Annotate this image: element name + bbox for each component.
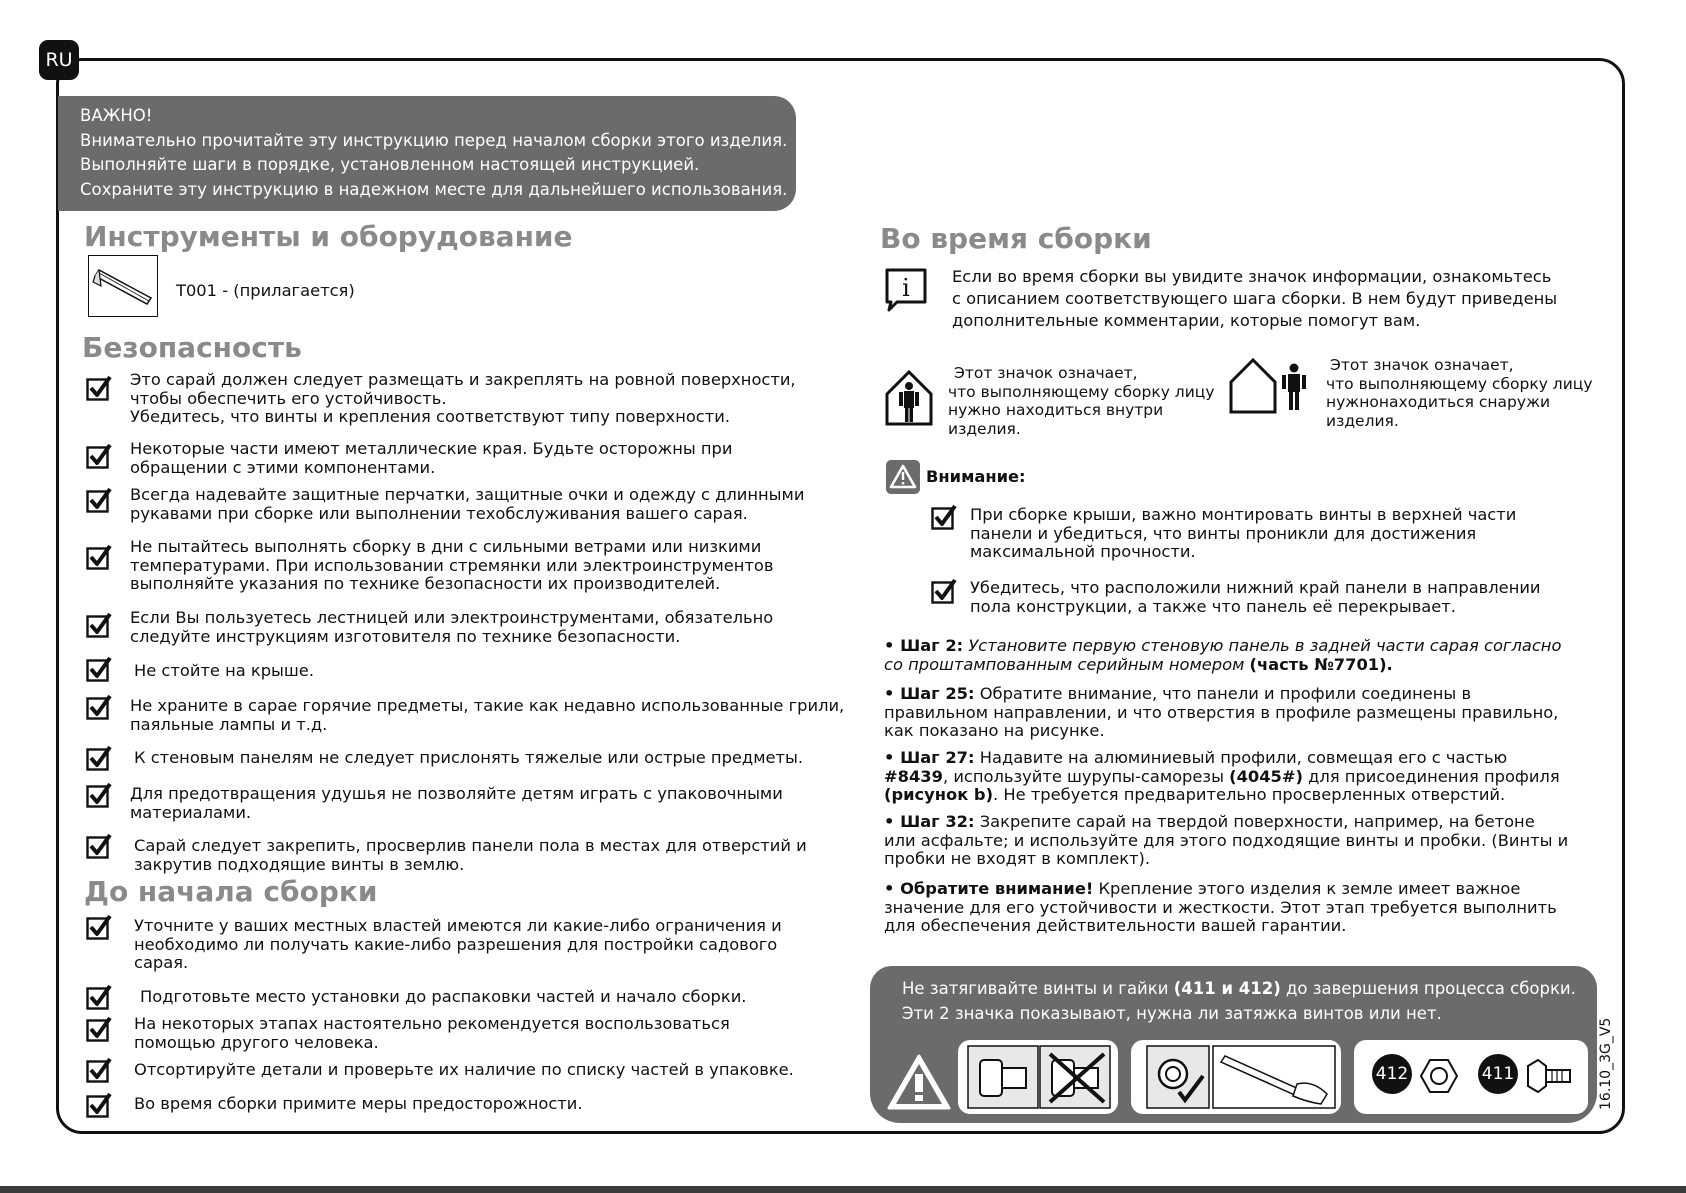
checkbox-icon (86, 544, 112, 570)
tighten-with-key-icons (1131, 1040, 1341, 1114)
outside-text: Этот значок означает, что выполняющему сборку лицу нужнонаходиться снаружи изделия. (1326, 356, 1593, 430)
tools-heading: Инструменты и оборудование (84, 220, 573, 253)
safety-item: Если Вы пользуетесь лестницей или электроинструментами, обязательно следуйте инструкциям изготовителя по технике безопасности. (130, 608, 774, 646)
inside-text: Этот значок означает, что выполняющему сборку лицу нужно находиться внутри изделия. (948, 364, 1215, 438)
attention-label: Внимание: (926, 467, 1026, 486)
tool-item: T001 - (прилагается) (176, 281, 355, 300)
bottom-strip (0, 1186, 1686, 1193)
person-outside-icon (1228, 356, 1310, 416)
important-line: Сохраните эту инструкцию в надежном месте для дальнейшего использования. (80, 179, 788, 199)
before-heading: До начала сборки (84, 875, 378, 908)
safety-item: Некоторые части имеют металлические края. Будьте осторожны при обращении с этими компонентами. (130, 439, 733, 477)
important-title: ВАЖНО! (80, 106, 153, 125)
checkbox-icon (86, 1092, 112, 1118)
step-2: • Шаг 2: Установите первую стеновую панель в задней части сарая согласно со проштампованным серийным номером (часть №7701). (884, 636, 1562, 674)
document-version: 16.10_3G_V5 (1598, 1017, 1614, 1110)
checkbox-icon (86, 694, 112, 720)
checkbox-icon (86, 612, 112, 638)
important-line: Внимательно прочитайте эту инструкцию перед началом сборки этого изделия. (80, 130, 788, 150)
step-32: • Шаг 32: Закрепите сарай на твердой поверхности, например, на бетоне или асфальте; и используйте для этого подходящие винты и пробки. (Винты и пробки не входят в комплект). (884, 812, 1569, 868)
part-412-badge: 412 (1372, 1054, 1412, 1094)
tighten-line-1: Не затягивайте винты и гайки (411 и 412) до завершения процесса сборки. (902, 979, 1576, 998)
person-inside-icon (884, 368, 934, 426)
important-line: Выполняйте шаги в порядке, установленном настоящей инструкцией. (80, 155, 700, 174)
attention-item: Убедитесь, что расположили нижний край панели в направлении пола конструкции, а также что панель её перекрывает. (970, 578, 1541, 616)
safety-item: Не стойте на крыше. (134, 661, 315, 680)
checkbox-icon (86, 487, 112, 513)
safety-item: Для предотвращения удушья не позволяйте детям играть с упаковочными материалами. (130, 784, 783, 822)
before-item: Во время сборки примите меры предосторожности. (134, 1094, 583, 1113)
checkbox-icon (86, 656, 112, 682)
part-411-badge: 411 (1478, 1054, 1518, 1094)
checkbox-icon (86, 443, 112, 469)
safety-item: К стеновым панелям не следует прислонять тяжелые или острые предметы. (134, 748, 804, 767)
note-warranty: • Обратите внимание! Крепление этого изделия к земле имеет важное значение для его устойчивости и жесткости. Этот этап требуется выполнить для обеспечения действительности вашей гарантии. (884, 879, 1557, 935)
info-icon (883, 266, 931, 314)
language-badge: RU (39, 40, 79, 80)
checkbox-icon (86, 1057, 112, 1083)
checkbox-icon (931, 578, 957, 604)
before-item: На некоторых этапах настоятельно рекомендуется воспользоваться помощью другого человека. (134, 1014, 730, 1052)
before-item: Уточните у ваших местных властей имеются ли какие-либо ограничения и необходимо ли получать какие-либо разрешения для постройки садового сарая. (134, 916, 782, 972)
attention-item: При сборке крыши, важно монтировать винты в верхней части панели и убедиться, что винты проникли для достижения максимальной прочности. (970, 505, 1517, 561)
checkbox-icon (86, 745, 112, 771)
warning-icon (886, 460, 920, 494)
safety-item: Не храните в сарае горячие предметы, такие как недавно использованные грили, паяльные лампы и т.д. (130, 696, 845, 734)
safety-item: Сарай следует закрепить, просверлив панели пола в местах для отверстий и закрутив подходящие винты в землю. (134, 836, 807, 874)
safety-heading: Безопасность (82, 331, 302, 364)
checkbox-icon (86, 1016, 112, 1042)
step-27: • Шаг 27: Надавите на алюминиевый профили, совмещая его с частью #8439, используйте шурупы-саморезы (4045#) для присоединения профиля (рисунок b). Не требуется предварительно просверленных отверстий. (884, 748, 1560, 804)
svg-text:i: i (902, 274, 910, 302)
before-item: Подготовьте место установки до распаковки частей и начало сборки. (140, 987, 747, 1006)
before-item: Отсортируйте детали и проверьте их наличие по списку частей в упаковке. (134, 1060, 794, 1079)
safety-item: Не пытайтесь выполнять сборку в дни с сильными ветрами или низкими температурами. При использовании стремянки или электроинструментов выполняйте указания по технике безопасности их производителей. (130, 537, 774, 593)
checkbox-icon (86, 375, 112, 401)
info-text: Если во время сборки вы увидите значок информации, ознакомьтесь с описанием соответствующего шага сборки. В нем будут приведены дополнительные комментарии, которые помогут вам. (952, 267, 1558, 330)
tighten-line-2: Эти 2 значка показывают, нужна ли затяжка винтов или нет. (902, 1004, 1442, 1023)
safety-item: Это сарай должен следует размещать и закреплять на ровной поверхности, чтобы обеспечить его устойчивость. Убедитесь, что винты и крепления соответствуют типу поверхности. (130, 370, 796, 426)
warning-triangle-icon (886, 1052, 952, 1112)
allen-key-icon (88, 255, 158, 317)
no-tighten-icons (958, 1040, 1118, 1114)
nut-icon (1420, 1058, 1458, 1094)
step-25: • Шаг 25: Обратите внимание, что панели и профили соединены в правильном направлении, и что отверстия в профиле размещены правильно, как показано на рисунке. (884, 684, 1559, 740)
checkbox-icon (86, 914, 112, 940)
checkbox-icon (86, 833, 112, 859)
checkbox-icon (86, 984, 112, 1010)
during-heading: Во время сборки (880, 222, 1152, 255)
checkbox-icon (931, 504, 957, 530)
checkbox-icon (86, 782, 112, 808)
important-banner (58, 96, 796, 211)
bolt-icon (1524, 1056, 1574, 1096)
safety-item: Всегда надевайте защитные перчатки, защитные очки и одежду с длинными рукавами при сборке или выполнении техобслуживания вашего сарая. (130, 485, 805, 523)
